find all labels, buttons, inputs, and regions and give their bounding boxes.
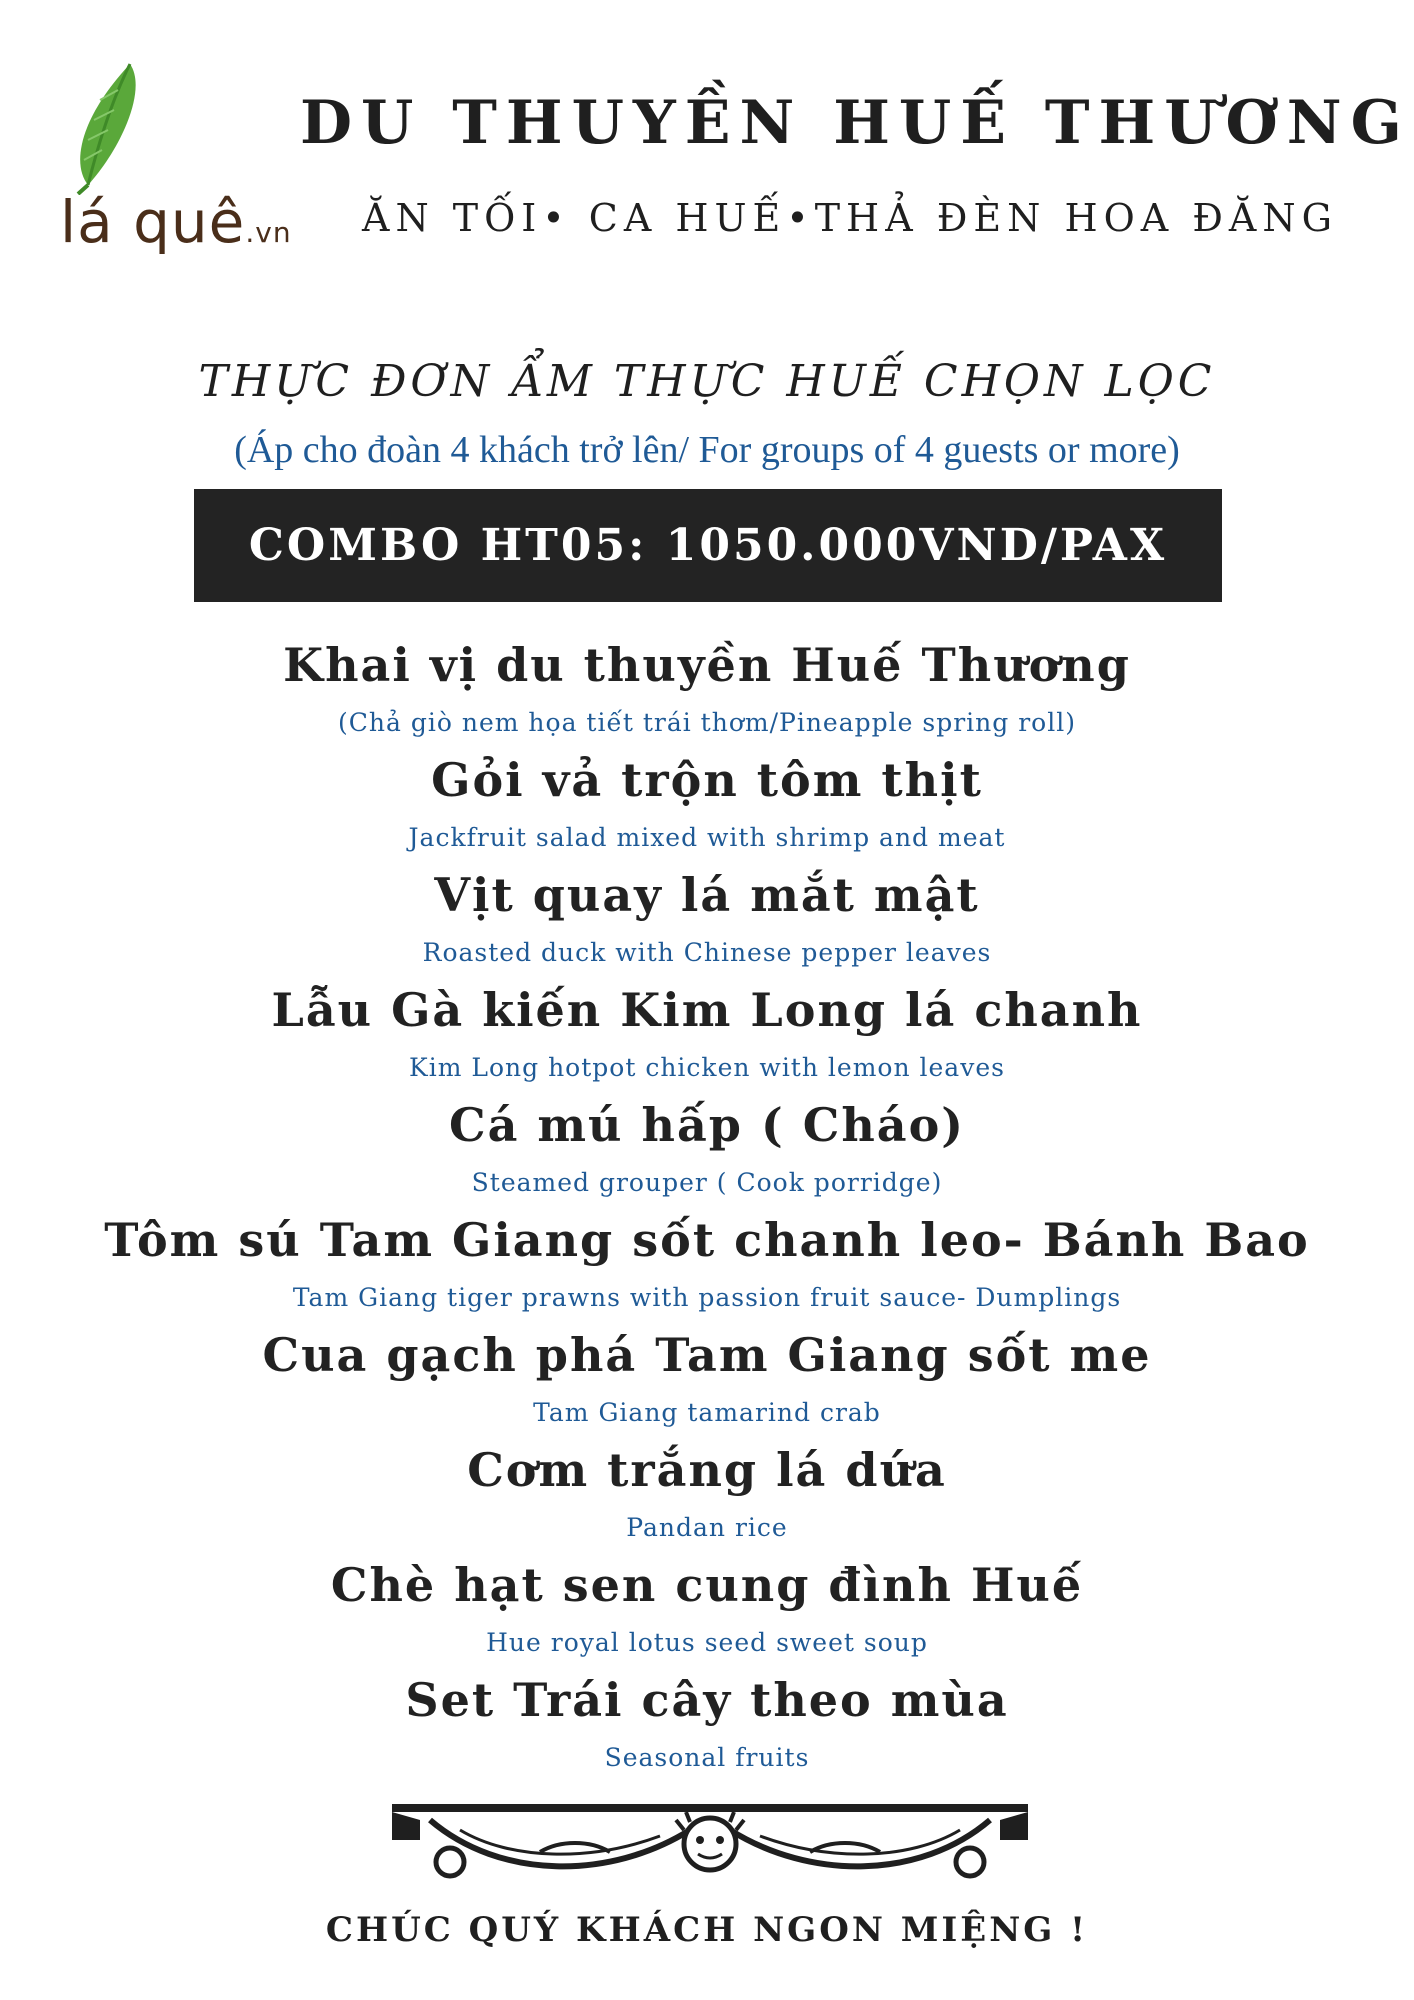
logo-suffix: .vn (245, 216, 292, 249)
combo-banner (194, 489, 1222, 602)
menu-title: THỰC ĐƠN ẨM THỰC HUẾ CHỌN LỌC (198, 356, 1216, 407)
menu-item (0, 1433, 1414, 1548)
dish-name: Tôm sú Tam Giang sốt chanh leo- Bánh Bao (104, 1213, 1310, 1267)
menu-item (0, 1088, 1414, 1203)
menu-item (0, 628, 1414, 743)
dish-name: Vịt quay lá mắt mật (434, 868, 980, 922)
decorative-scroll-icon (390, 1800, 1030, 1888)
menu-items (0, 628, 1414, 1778)
menu-item (0, 1318, 1414, 1433)
logo-name: lá quê (60, 188, 246, 256)
header-subtitle: ĂN TỐI• CA HUẾ•THẢ ĐÈN HOA ĐĂNG (362, 196, 1338, 240)
banana-leaf-icon (60, 60, 150, 195)
dish-name: Set Trái cây theo mùa (405, 1673, 1009, 1727)
dish-description: Pandan rice (626, 1513, 788, 1542)
dish-name: Cá mú hấp ( Cháo) (448, 1098, 966, 1152)
menu-item (0, 973, 1414, 1088)
menu-item (0, 1663, 1414, 1778)
logo-text (60, 188, 300, 256)
dish-name: Cơm trắng lá dứa (467, 1443, 947, 1497)
menu-item (0, 743, 1414, 858)
dish-description: Jackfruit salad mixed with shrimp and meat (408, 823, 1006, 852)
combo-label: COMBO HT05: 1050.000VND/PAX (248, 520, 1168, 571)
dish-name: Chè hạt sen cung đình Huế (330, 1558, 1084, 1612)
dish-name: Gỏi vả trộn tôm thịt (431, 753, 983, 807)
menu-note: (Áp cho đoàn 4 khách trở lên/ For groups of 4 guests or more) (234, 429, 1180, 471)
dish-name: Khai vị du thuyền Huế Thương (283, 638, 1131, 692)
dish-description: Seasonal fruits (604, 1743, 810, 1772)
menu-item (0, 1203, 1414, 1318)
dish-description: Tam Giang tiger prawns with passion fruit sauce- Dumplings (292, 1283, 1122, 1312)
menu-item (0, 1548, 1414, 1663)
dish-description: Hue royal lotus seed sweet soup (486, 1628, 928, 1657)
dish-description: Tam Giang tamarind crab (533, 1398, 881, 1427)
dish-name: Cua gạch phá Tam Giang sốt me (262, 1328, 1152, 1382)
brand-logo (60, 60, 290, 270)
dish-name: Lẫu Gà kiến Kim Long lá chanh (271, 983, 1143, 1037)
dish-description: Roasted duck with Chinese pepper leaves (422, 938, 992, 967)
dish-description: Steamed grouper ( Cook porridge) (471, 1168, 943, 1197)
menu-item (0, 858, 1414, 973)
dish-description: (Chả giò nem họa tiết trái thơm/Pineapple spring roll) (338, 708, 1076, 737)
dish-description: Kim Long hotpot chicken with lemon leaves (409, 1053, 1005, 1082)
closing-message: CHÚC QUÝ KHÁCH NGON MIỆNG ! (325, 1910, 1089, 1950)
header-title: DU THUYỀN HUẾ THƯƠNG (300, 88, 1411, 158)
